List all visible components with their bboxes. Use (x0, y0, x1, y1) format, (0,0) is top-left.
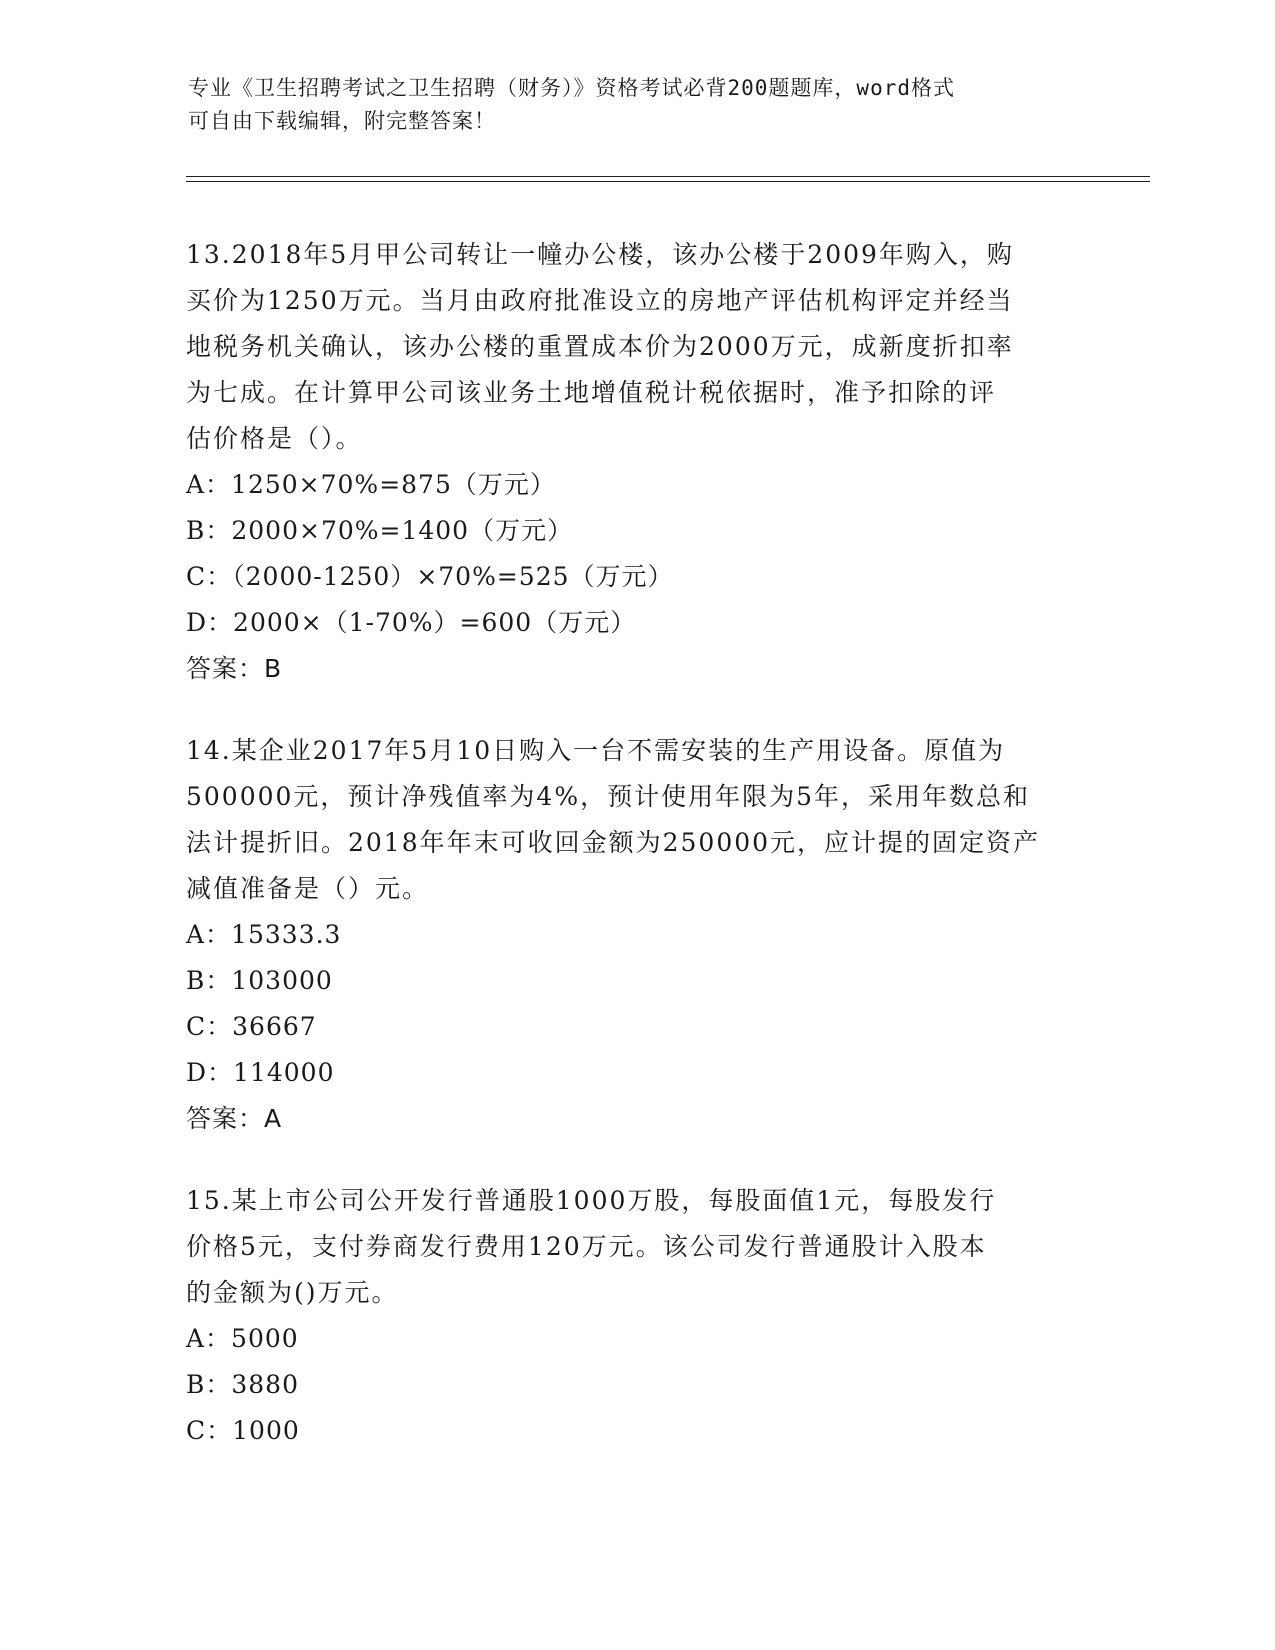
option-b: B：2000×70%=1400（万元） (186, 516, 574, 545)
question-text-line: 15.某上市公司公开发行普通股1000万股，每股面值1元，每股发行 (186, 1186, 997, 1215)
question-text-line: 13.2018年5月甲公司转让一幢办公楼，该办公楼于2009年购入，购 (186, 240, 1014, 269)
question-15 (186, 1178, 1086, 1454)
option-d: D：2000×（1-70%）=600（万元） (186, 608, 637, 637)
header-rule-top (186, 176, 1150, 177)
question-list (186, 232, 1086, 1490)
option-b: B：103000 (186, 966, 333, 995)
question-text-line: 买价为1250万元。当月由政府批准设立的房地产评估机构评定并经当 (186, 286, 1014, 315)
option-a: A：1250×70%=875（万元） (186, 470, 556, 499)
header-line-1: 专业《卫生招聘考试之卫生招聘（财务）》资格考试必背200题题库，word格式 (188, 76, 955, 100)
question-text-line: 减值准备是（）元。 (186, 874, 430, 903)
document-header (188, 72, 1068, 138)
question-text-line: 法计提折旧。2018年年末可收回金额为250000元，应计提的固定资产 (186, 828, 1041, 857)
option-a: A：5000 (186, 1324, 299, 1353)
question-text-line: 500000元，预计净残值率为4%，预计使用年限为5年，采用年数总和 (186, 782, 1031, 811)
answer-label: 答案：B (186, 654, 283, 683)
header-line-2: 可自由下载编辑，附完整答案！ (188, 109, 496, 133)
header-rule-bottom (186, 181, 1150, 182)
question-text-line: 价格5元，支付券商发行费用120万元。该公司发行普通股计入股本 (186, 1232, 987, 1261)
option-b: B：3880 (186, 1370, 299, 1399)
question-text-line: 的金额为()万元。 (186, 1278, 399, 1307)
question-text-line: 14.某企业2017年5月10日购入一台不需安装的生产用设备。原值为 (186, 736, 1006, 765)
question-text-line: 为七成。在计算甲公司该业务土地增值税计税依据时，准予扣除的评 (186, 378, 997, 407)
question-text-line: 估价格是（）。 (186, 424, 363, 453)
option-c: C：36667 (186, 1012, 317, 1041)
option-a: A：15333.3 (186, 920, 342, 949)
option-d: D：114000 (186, 1058, 335, 1087)
answer-label: 答案：A (186, 1104, 283, 1133)
question-13 (186, 232, 1086, 692)
option-c: C：（2000-1250）×70%=525（万元） (186, 562, 674, 591)
question-text-line: 地税务机关确认，该办公楼的重置成本价为2000万元，成新度折扣率 (186, 332, 1014, 361)
option-c: C：1000 (186, 1416, 300, 1445)
question-14 (186, 728, 1086, 1142)
